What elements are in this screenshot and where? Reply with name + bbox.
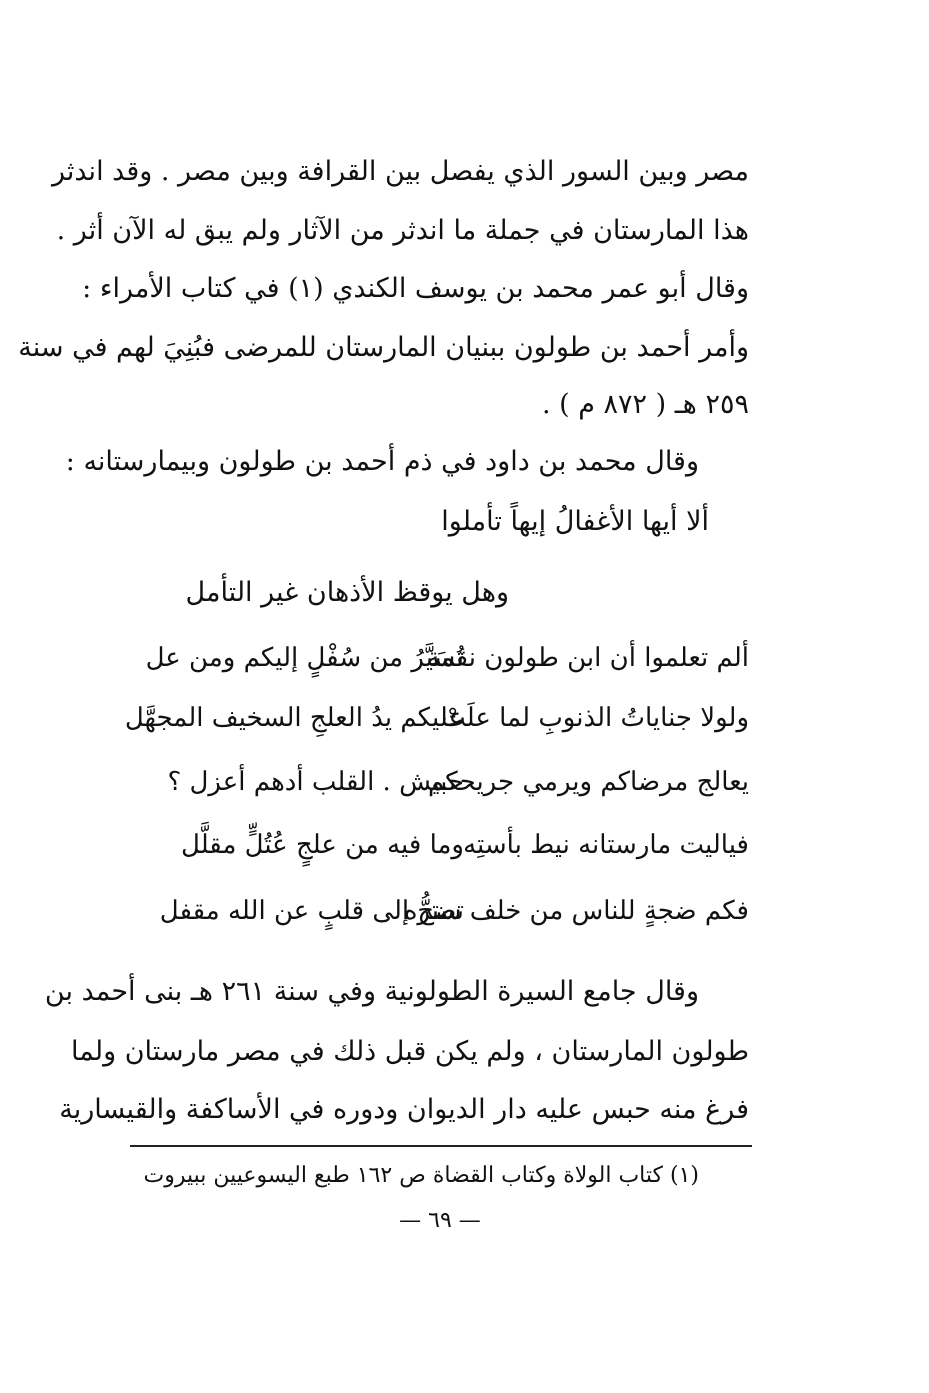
verse-hemistich-second: تضجُّ إلى قلبٍ عن الله مقفل [159, 896, 464, 926]
body-text-line: وقال أبو عمر محمد بن يوسف الكندي (١) في كتاب الأمراء : [82, 273, 749, 304]
verse-hemistich-second: حبيش . القلب أدهم أعزل ؟ [167, 767, 464, 797]
verse-hemistich-first: فكم ضجةٍ للناس من خلف ستره [403, 896, 749, 926]
body-text-line: هذا المارستان في جملة ما اندثر من الآثار ولم يبق له الآن أثر . [56, 215, 749, 246]
verse-hemistich-first: ألم تعلموا أن ابن طولون نقمة [426, 643, 749, 673]
footnote: (١) كتاب الولاة وكتاب القضاة ص ١٦٢ طبع اليسوعيين ببيروت [143, 1163, 699, 1188]
body-text-line: مصر وبين السور الذي يفصل بين القرافة وبين مصر . وقد اندثر [51, 156, 749, 187]
poem-opening-hemistich: وهل يوقظ الأذهان غير التأمل [185, 577, 509, 608]
verse-hemistich-second: تُسَيَّرُ من سُفْلٍ إليكم ومن عل [145, 643, 464, 673]
verse-hemistich-first: يعالج مرضاكم ويرمي جريحكم [428, 767, 749, 797]
poem-opening-hemistich: ألا أيها الأغفالُ إيهاً تأملوا [441, 506, 709, 537]
body-text-line: وقال جامع السيرة الطولونية وفي سنة ٢٦١ هـ بنى أحمد بن [44, 976, 699, 1007]
body-text-line: ٢٥٩ هـ ( ٨٧٢ م ) . [541, 389, 749, 420]
page-number: — ٦٩ — [399, 1208, 481, 1233]
poem-intro-line: وقال محمد بن داود في ذم أحمد بن طولون وبيمارستانه : [65, 446, 699, 477]
body-text-line: فرغ منه حبس عليه دار الديوان ودوره في الأساكفة والقيسارية [59, 1094, 749, 1125]
verse-hemistich-second: عليكم يدُ العلجِ السخيف المجهَّل [124, 703, 464, 733]
verse-hemistich-second: وما فيه من علجٍ عُتُلٍّ مقلَّل [181, 830, 464, 860]
verse-hemistich-first: ولولا جناياتُ الذنوبِ لما علَتْ [441, 703, 749, 733]
body-text-line: طولون المارستان ، ولم يكن قبل ذلك في مصر مارستان ولما [71, 1036, 749, 1067]
footnote-rule [130, 1145, 752, 1147]
verse-hemistich-first: فياليت مارستانه نيط بأستِه [463, 830, 749, 860]
body-text-line: وأمر أحمد بن طولون ببنيان المارستان للمرضى فبُنِيَ لهم في سنة [18, 332, 749, 363]
